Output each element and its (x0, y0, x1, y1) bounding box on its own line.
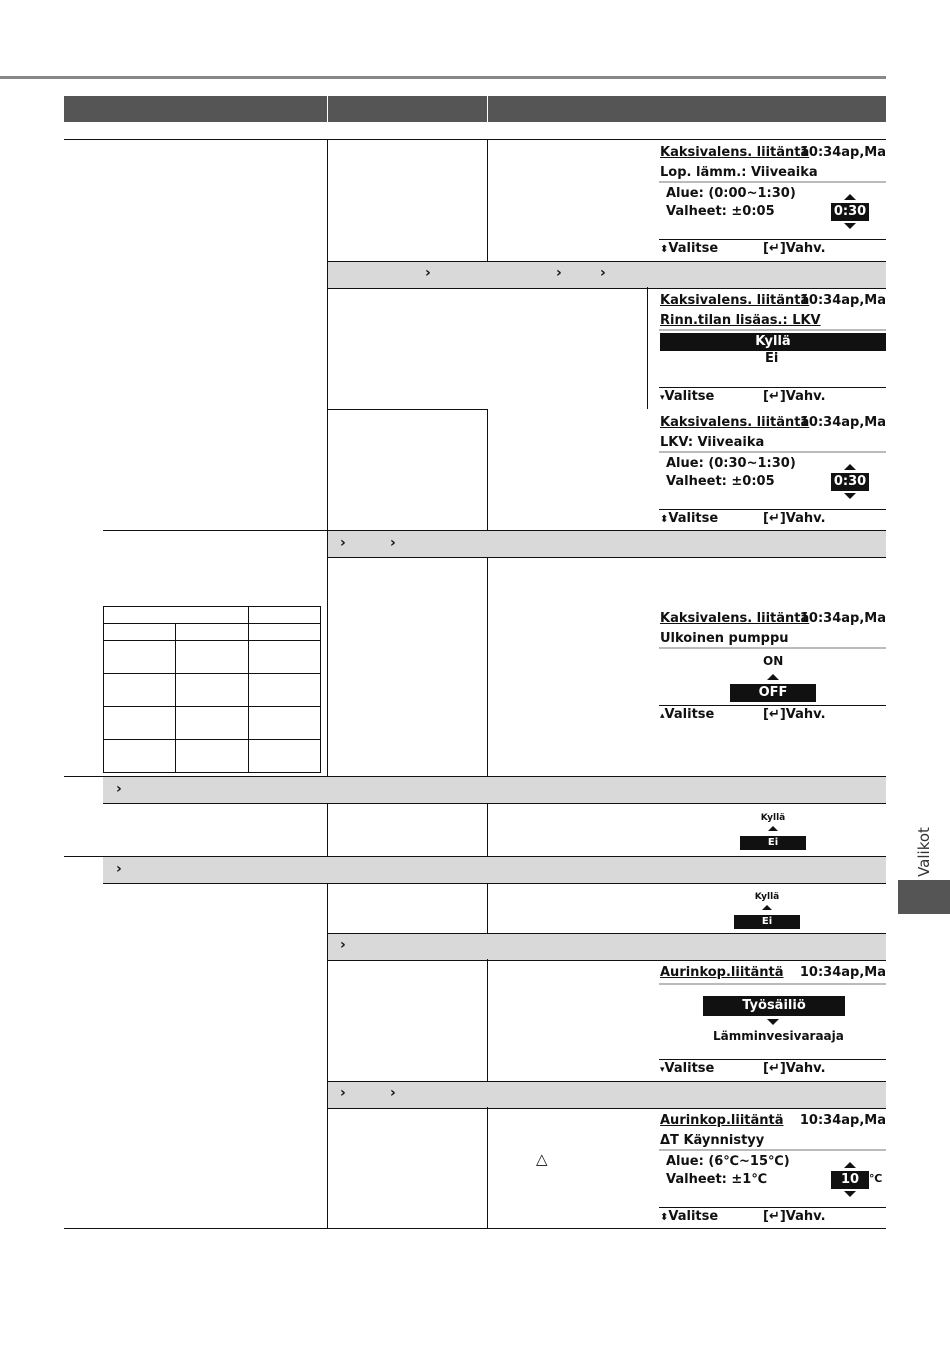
updown-icon: ⬍ (660, 1212, 669, 1223)
option-selected[interactable]: Työsäiliö (703, 996, 845, 1016)
value-box[interactable]: 0:30 (831, 203, 869, 221)
arrow-down-icon (844, 223, 856, 229)
arrow-down-icon (844, 493, 856, 499)
triangle-icon: △ (536, 1150, 548, 1168)
screen-external-pump: Kaksivalens. liitäntä 10:34ap,Ma Ulkoinen pumppu ON OFF ▴Valitse [↵]Vahv. (660, 611, 886, 722)
subheader-bar-6 (327, 1081, 886, 1109)
down-icon: ▾ (660, 1065, 665, 1075)
arrow-down-icon (844, 1191, 856, 1197)
arrow-up-icon (762, 905, 772, 910)
subheader-bar-5 (327, 933, 886, 961)
updown-icon: ⬍ (660, 514, 669, 525)
down-icon: ▾ (660, 393, 665, 403)
option-selected[interactable]: OFF (730, 684, 816, 702)
side-tab-block (898, 880, 950, 914)
subheader-bar-3 (103, 777, 886, 804)
selector-yes-no-1[interactable]: Kyllä Ei (740, 812, 806, 852)
top-rule (0, 76, 886, 79)
arrow-up-icon (844, 194, 856, 200)
arrow-down-icon (767, 1019, 779, 1025)
mini-table (103, 606, 321, 773)
updown-icon: ⬍ (660, 244, 669, 255)
screen-delay-heating: Kaksivalens. liitäntä 10:34ap,Ma Lop. lämm.: Viiveaika Alue: (0:00~1:30) Valheet: ±0:05 0:30 ⬍Valitse [↵]Vahv. (660, 145, 886, 256)
arrow-up-icon (844, 1162, 856, 1168)
screen-solar-dt-start: Aurinkop.liitäntä 10:34ap,Ma ΔT Käynnistyy Alue: (6℃~15℃) Valheet: ±1℃ 10 ℃ ⬍Valitse [↵]Vahv. (660, 1113, 886, 1224)
screen-solar-tank: Aurinkop.liitäntä 10:34ap,Ma Työsäiliö Lämminvesivaraaja ▾Valitse [↵]Vahv. (660, 965, 886, 1076)
option-selected[interactable]: Kyllä (660, 333, 886, 351)
value-box[interactable]: 0:30 (831, 473, 869, 491)
value-box[interactable]: 10 (831, 1171, 869, 1189)
subheader-bar-1 (327, 261, 886, 289)
up-icon: ▴ (660, 711, 665, 721)
subheader-bar-2 (327, 531, 886, 558)
arrow-up-icon (767, 674, 779, 680)
screen-parallel-dhw: Kaksivalens. liitäntä 10:34ap,Ma Rinn.tilan lisäas.: LKV Kyllä Ei ▾Valitse [↵]Vahv. (660, 293, 886, 404)
selector-yes-no-2[interactable]: Kyllä Ei (734, 891, 800, 931)
arrow-up-icon (844, 464, 856, 470)
arrow-up-icon (768, 826, 778, 831)
screen-dhw-delay: Kaksivalens. liitäntä 10:34ap,Ma LKV: Viiveaika Alue: (0:30~1:30) Valheet: ±0:05 0:30 ⬍Valitse [↵]Vahv. (660, 415, 886, 526)
side-tab-text: Valikot (915, 827, 933, 877)
subheader-bar-4 (103, 857, 886, 884)
table-header (64, 96, 886, 122)
